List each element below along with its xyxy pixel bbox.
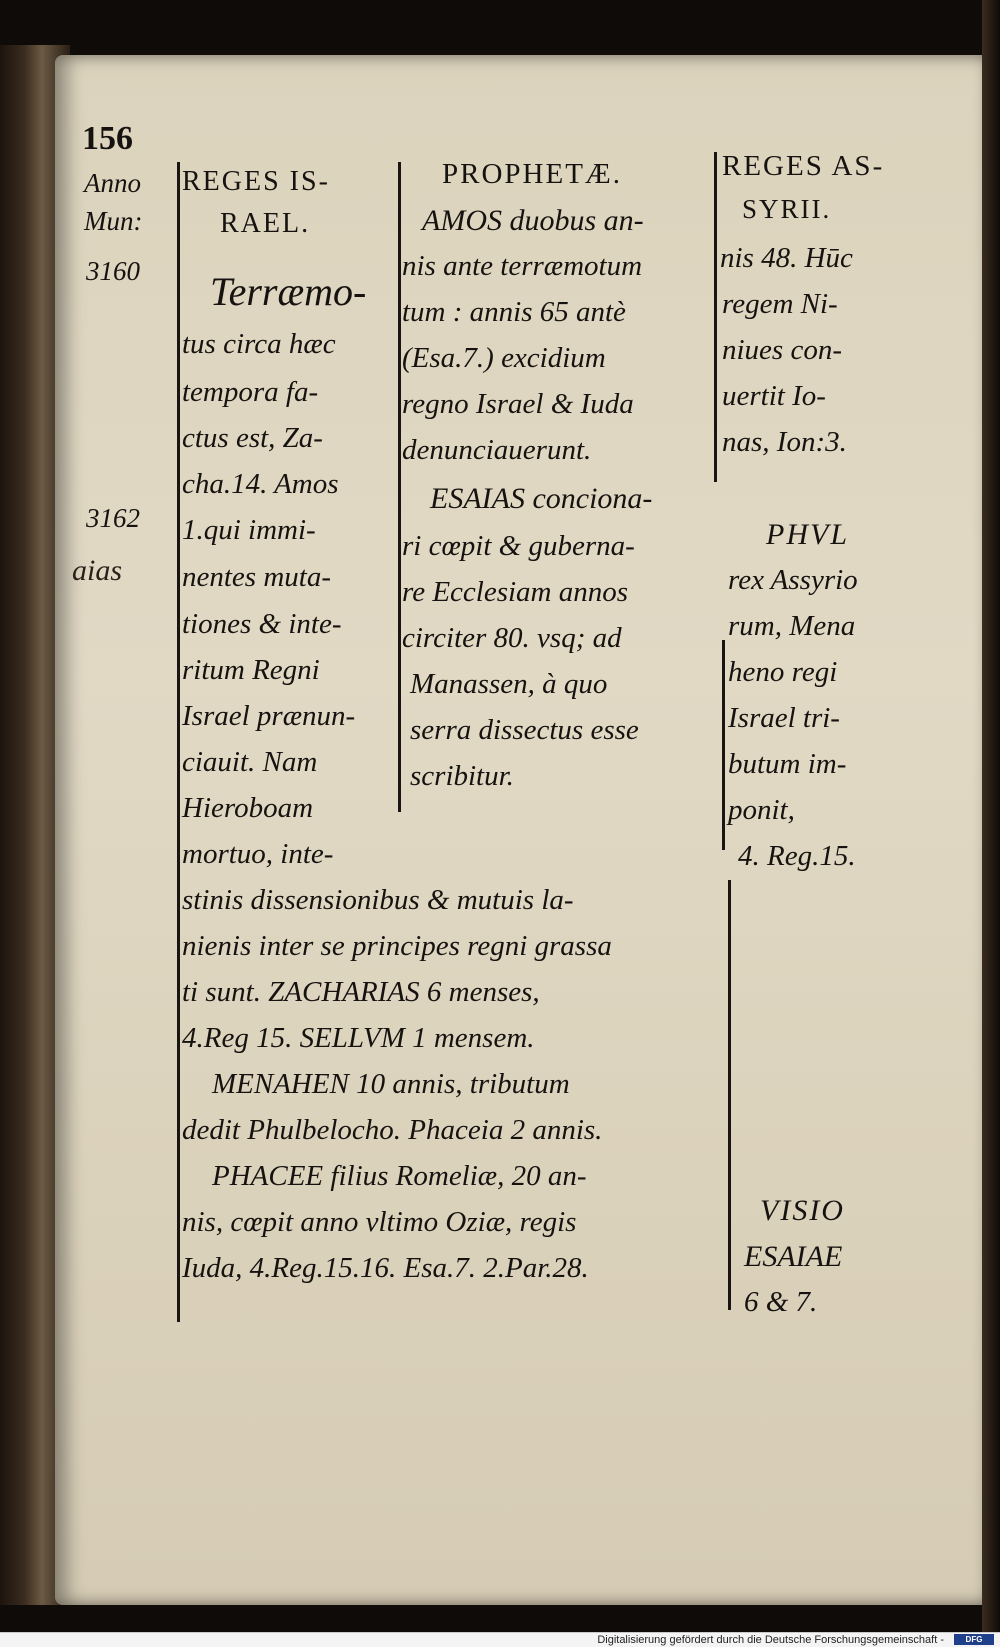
footer-credit: Digitalisierung gefördert durch die Deutsche Forschungsgemeinschaft - <box>597 1634 944 1646</box>
wide-line: Iuda, 4.Reg.15.16. Esa.7. 2.Par.28. <box>182 1252 589 1284</box>
col1-line: cha.14. Amos <box>182 468 339 500</box>
col3-bottom-line: 6 & 7. <box>744 1286 818 1318</box>
col1-header-line1: REGES IS- <box>182 166 330 197</box>
col1-header-line2: RAEL. <box>220 208 311 239</box>
dfg-logo: DFG <box>954 1634 994 1645</box>
col1-line: Israel prænun- <box>182 700 356 732</box>
page-edge-right <box>982 0 1000 1646</box>
rule-col1-left <box>177 162 180 1322</box>
col3-line: nis 48. Hūc <box>720 242 853 274</box>
col2-line: circiter 80. vsq; ad <box>402 622 622 654</box>
wide-line: nienis inter se principes regni grassa <box>182 930 612 962</box>
col1-line: tiones & inte- <box>182 608 342 640</box>
wide-line: ti sunt. ZACHARIAS 6 menses, <box>182 976 540 1008</box>
wide-line: MENAHEN 10 annis, tributum <box>212 1068 570 1100</box>
wide-line: stinis dissensionibus & mutuis la- <box>182 884 574 916</box>
col2-line: tum : annis 65 antè <box>402 296 626 328</box>
col1-line: mortuo, inte- <box>182 838 334 870</box>
col1-line: tempora fa- <box>182 376 319 408</box>
col3-line: heno regi <box>728 656 838 688</box>
col3-line: nas, Ion:3. <box>722 426 847 458</box>
col1-line: ciauit. Nam <box>182 746 318 778</box>
col3-header-line2: SYRII. <box>742 194 832 224</box>
col2-line: AMOS duobus an- <box>422 204 644 237</box>
col2-line: denunciauerunt. <box>402 434 592 466</box>
col2-line: (Esa.7.) excidium <box>402 342 606 374</box>
col3-line: rex Assyrio <box>728 564 858 596</box>
col1-line: nentes muta- <box>182 561 331 593</box>
margin-year-3162: 3162 <box>86 503 140 533</box>
col3-line: niues con- <box>722 334 842 366</box>
col2-header: PROPHETÆ. <box>442 158 622 190</box>
col1-line: Terræmo- <box>210 269 367 314</box>
col3-line: 4. Reg.15. <box>738 840 856 872</box>
col2-line: serra dissectus esse <box>410 714 639 746</box>
col2-line: re Ecclesiam annos <box>402 576 629 608</box>
wide-line: 4.Reg 15. SELLVM 1 mensem. <box>182 1022 535 1054</box>
rule-col3-left-bottom <box>728 880 731 1310</box>
wide-line: PHACEE filius Romeliæ, 20 an- <box>212 1160 587 1192</box>
col1-line: tus circa hæc <box>182 328 336 360</box>
col3-header-line1: REGES AS- <box>722 150 885 182</box>
col3-line: Israel tri- <box>728 702 840 734</box>
col3-bottom-line: ESAIAE <box>744 1240 843 1273</box>
page-number: 156 <box>82 120 133 157</box>
col2-line: scribitur. <box>410 760 514 792</box>
margin-fragment: aias <box>72 554 123 587</box>
rule-col3-left <box>714 152 717 482</box>
col3-line: ponit, <box>728 794 795 826</box>
col2-line: nis ante terræmotum <box>402 250 643 282</box>
book-page <box>55 55 990 1605</box>
col3-line: butum im- <box>728 748 847 780</box>
col1-line: ctus est, Za- <box>182 422 323 454</box>
col1-line: 1.qui immi- <box>182 514 316 546</box>
col2-line: regno Israel & Iuda <box>402 388 634 420</box>
col1-line: Hieroboam <box>182 792 314 824</box>
col3-line: regem Ni- <box>722 288 838 320</box>
col2-line: Manassen, à quo <box>410 668 608 700</box>
rule-col3-left-lower <box>722 640 725 850</box>
margin-year-3160: 3160 <box>86 256 140 286</box>
rule-col2-left <box>398 162 401 812</box>
col2-line: ri cœpit & guberna- <box>402 530 635 562</box>
col1-line: ritum Regni <box>182 654 320 686</box>
margin-header-mun: Mun: <box>84 206 143 236</box>
digitization-footer <box>0 1632 1000 1647</box>
margin-header-anno: Anno <box>84 168 141 198</box>
col3-line: uertit Io- <box>722 380 826 412</box>
wide-line: nis, cœpit anno vltimo Oziæ, regis <box>182 1206 577 1238</box>
wide-line: dedit Phulbelocho. Phaceia 2 annis. <box>182 1114 603 1146</box>
col3-line: PHVL <box>766 518 849 551</box>
col3-bottom-line: VISIO <box>760 1194 845 1227</box>
col2-line: ESAIAS conciona- <box>430 482 653 515</box>
col3-line: rum, Mena <box>728 610 856 642</box>
